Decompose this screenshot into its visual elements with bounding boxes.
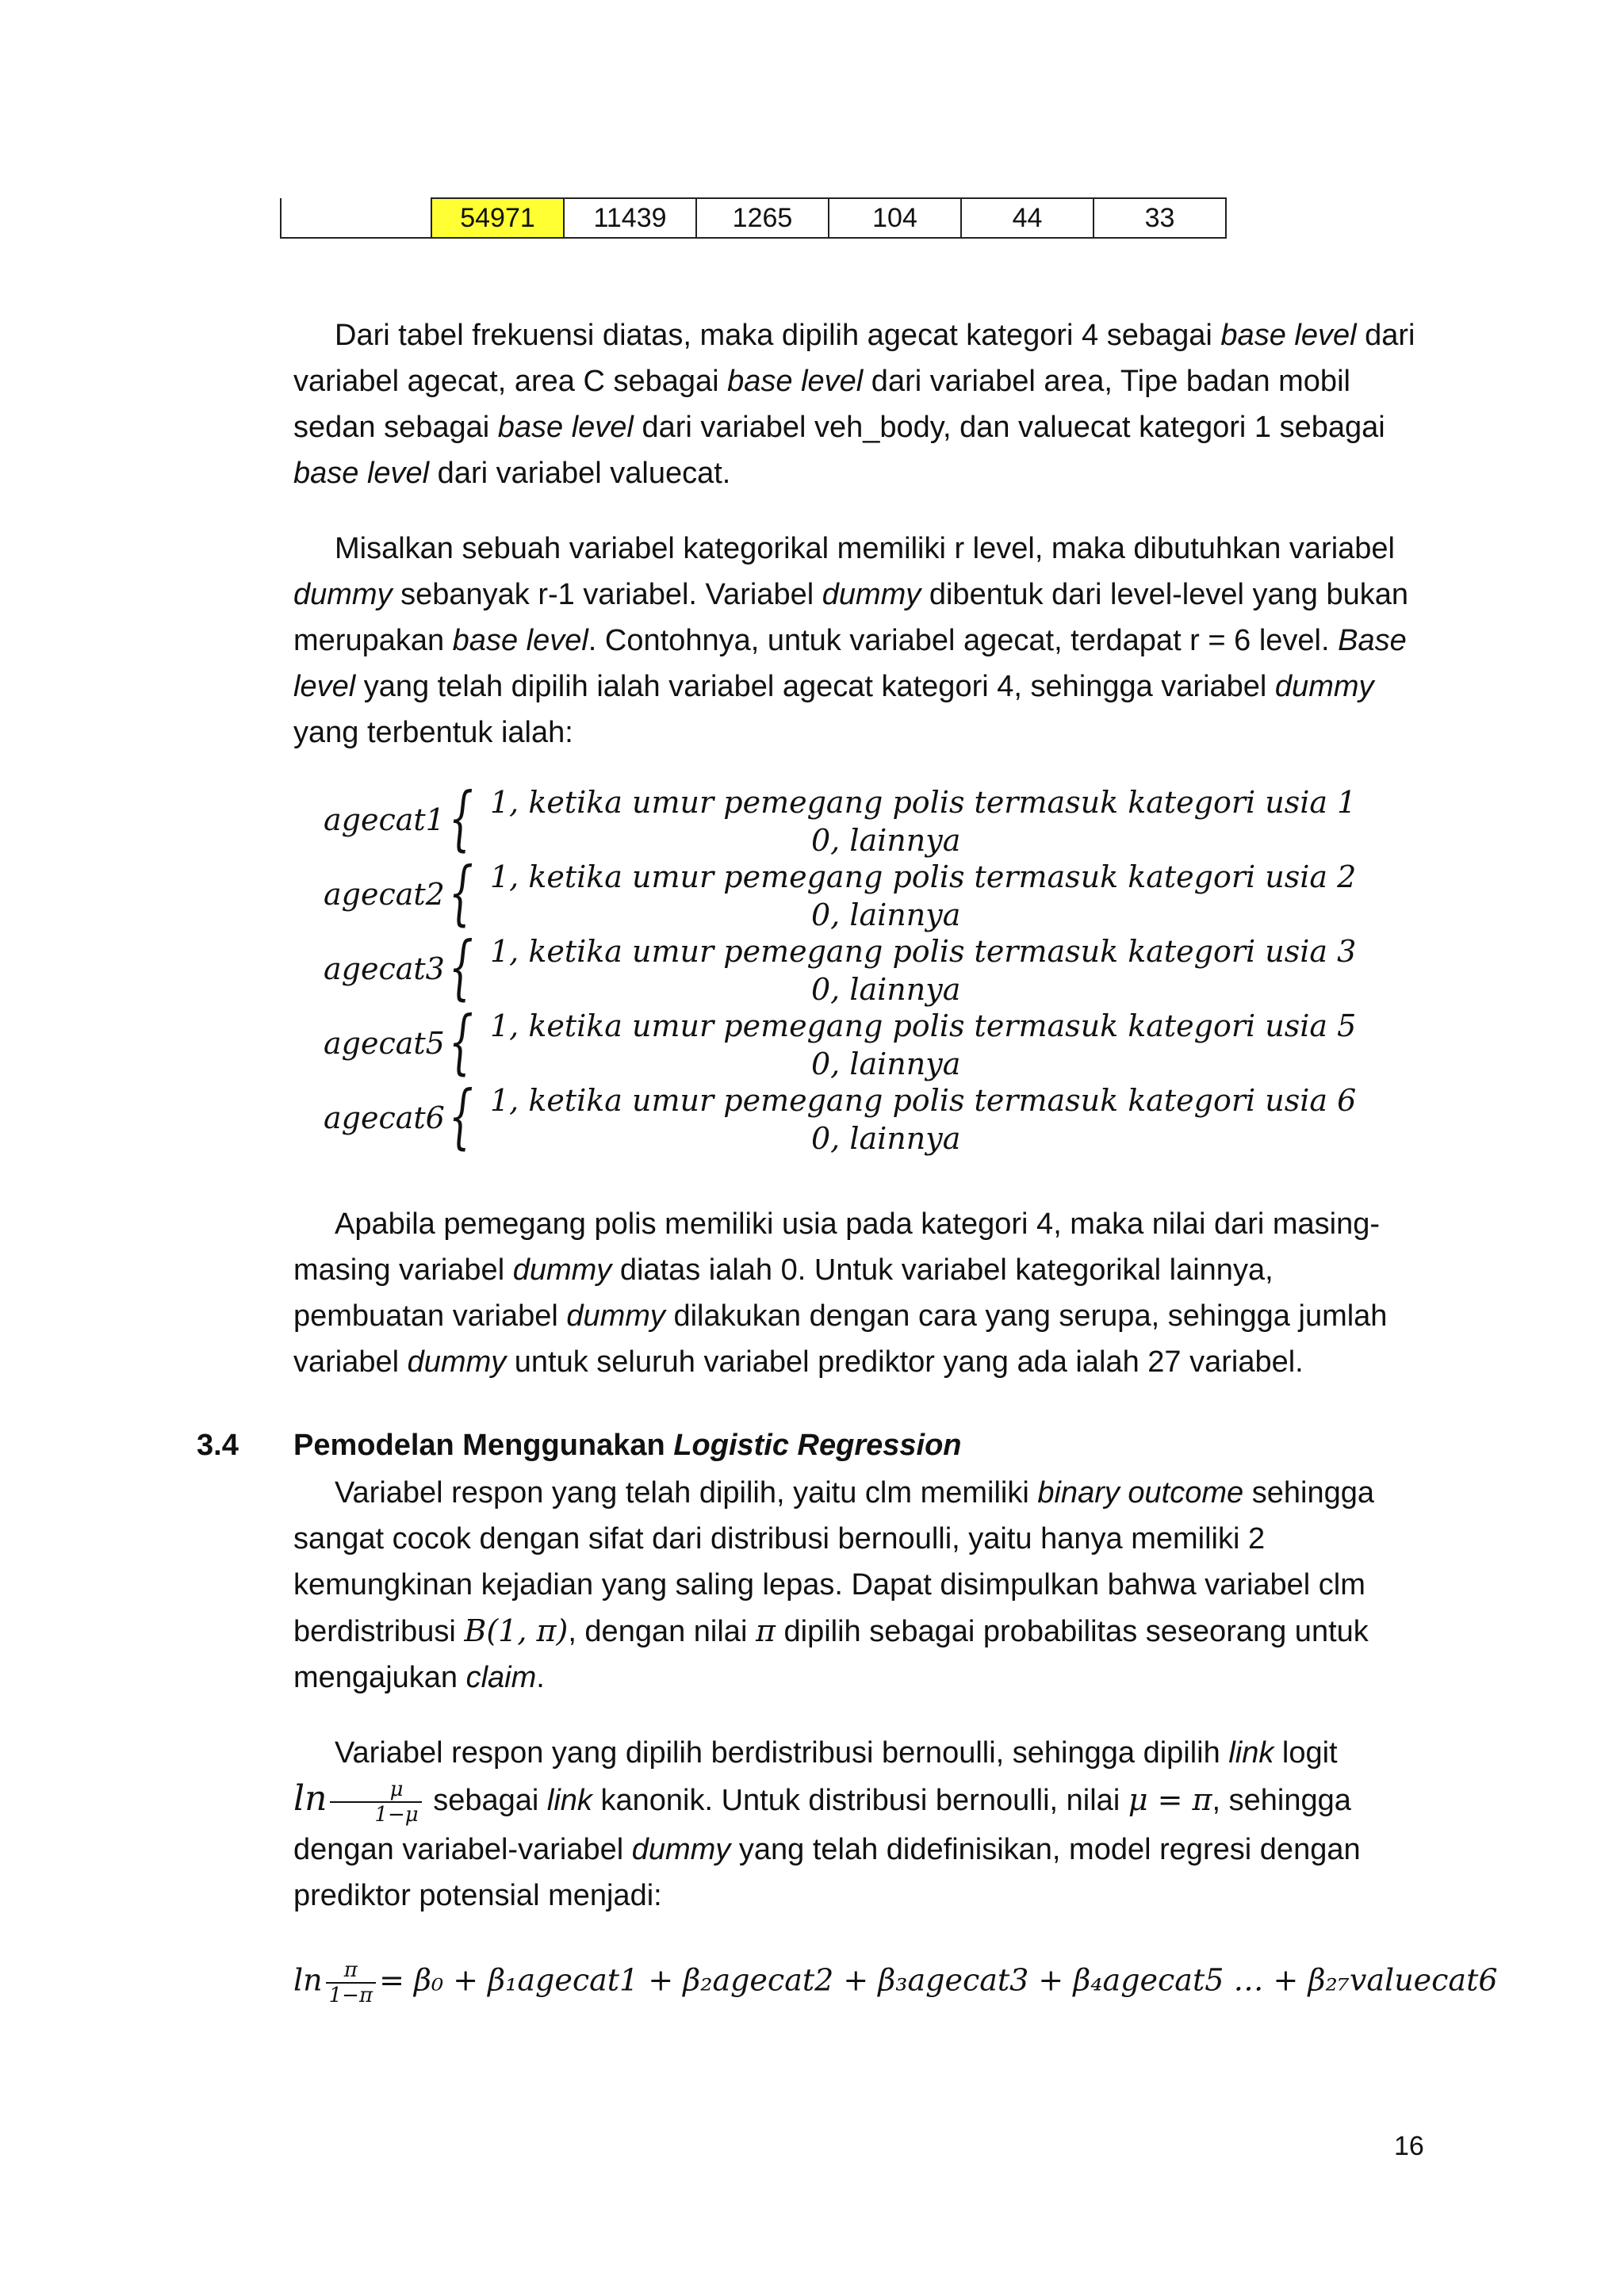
dummy-case-zero: 0, lainnya (811, 897, 961, 932)
dummy-equation (324, 1001, 1357, 1083)
frequency-table-fragment (280, 197, 1227, 239)
section-heading: Pemodelan Menggunakan Logistic Regression (293, 1429, 962, 1462)
paragraph-base-level: Dari tabel frekuensi diatas, maka dipilih agecat kategori 4 sebagai base level dari variabel agecat, area C sebagai base level dari variabel area, Tipe badan mobil sedan sebagai base level dari variabel veh_body, dan valuecat kategori 1 sebagai base level dari variabel valuecat. (293, 319, 1415, 490)
table-cell: 33 (1094, 198, 1226, 238)
table-row (281, 198, 1226, 238)
dummy-case-zero: 0, lainnya (811, 823, 961, 858)
table-cell: 104 (829, 198, 961, 238)
dummy-equation (324, 926, 1357, 1008)
page-number: 16 (1394, 2131, 1424, 2161)
section-number: 3.4 (197, 1429, 239, 1462)
dummy-case-one: 1, ketika umur pemegang polis termasuk kategori usia 5 (490, 1008, 1357, 1043)
dummy-name: agecat2 (324, 877, 445, 912)
brace-symbol: { (449, 777, 473, 859)
brace-symbol: { (449, 1075, 473, 1157)
dummy-name: agecat3 (324, 951, 445, 986)
dummy-case-zero: 0, lainnya (811, 1121, 961, 1156)
dummy-case-one: 1, ketika umur pemegang polis termasuk kategori usia 3 (490, 934, 1357, 969)
dummy-case-zero: 0, lainnya (811, 1047, 961, 1081)
table-cell: 11439 (564, 198, 696, 238)
dummy-equation (324, 851, 1357, 934)
brace-symbol: { (449, 926, 473, 1008)
link-fraction: $\frac{\mu}{1-\mu}$ (330, 1777, 421, 1827)
logit-fraction: $\frac{\pi}{1-\pi}$ (326, 1958, 376, 2007)
table-cell: 1265 (696, 198, 829, 238)
brace-symbol: { (449, 1001, 473, 1082)
dummy-case-one: 1, ketika umur pemegang polis termasuk kategori usia 6 (490, 1083, 1357, 1118)
brace-symbol: { (449, 851, 473, 933)
dummy-case-zero: 0, lainnya (811, 972, 961, 1007)
table-cell-empty (281, 198, 431, 238)
paragraph-dummy-count: Apabila pemegang polis memiliki usia pada kategori 4, maka nilai dari masing-masing variabel dummy diatas ialah 0. Untuk variabel kategorikal lainnya, pembuatan variabel dummy dilakukan dengan cara yang serupa, sehingga jumlah variabel dummy untuk seluruh variabel prediktor yang ada ialah 27 variabel. (293, 1207, 1388, 1379)
dummy-equation (324, 1075, 1357, 1158)
table-cell-highlighted: 54971 (431, 198, 564, 238)
dummy-name: agecat6 (324, 1100, 445, 1135)
dummy-case-one: 1, ketika umur pemegang polis termasuk kategori usia 2 (490, 859, 1357, 894)
table-cell: 44 (961, 198, 1094, 238)
regression-formula: ln $\frac{\pi}{1-\pi}$ = β₀ + β₁agecat1 + β₂agecat2 + β₃agecat3 + β₄agecat5 … + β₂₇valuecat6 (293, 1958, 1498, 2007)
dummy-name: agecat1 (324, 802, 445, 837)
paragraph-dummy-variables: Misalkan sebuah variabel kategorikal memiliki r level, maka dibutuhkan variabel dummy sebanyak r-1 variabel. Variabel dummy dibentuk dari level-level yang bukan merupakan base level. Contohnya, untuk variabel agecat, terdapat r = 6 level. Base level yang telah dipilih ialah variabel agecat kategori 4, sehingga variabel dummy yang terbentuk ialah: (293, 532, 1409, 749)
paragraph-bernoulli: Variabel respon yang telah dipilih, yaitu clm memiliki binary outcome sehingga sangat cocok dengan sifat dari distribusi bernoulli, yaitu hanya memiliki 2 kemungkinan kejadian yang saling lepas. Dapat disimpulkan bahwa variabel clm berdistribusi B(1, π), dengan nilai π dipilih sebagai probabilitas seseorang untuk mengajukan claim. (293, 1476, 1374, 1694)
dummy-equation (324, 777, 1357, 859)
dummy-name: agecat5 (324, 1026, 445, 1061)
paragraph-link-function: Variabel respon yang dipilih berdistribusi bernoulli, sehingga dipilih link logit ln $\frac{\mu}{1-\mu}$ sebagai link kanonik. Untuk distribusi bernoulli, nilai μ = π, sehingga dengan variabel-variabel dummy yang telah didefinisikan, model regresi dengan prediktor potensial menjadi: (293, 1736, 1361, 1912)
dummy-case-one: 1, ketika umur pemegang polis termasuk kategori usia 1 (490, 785, 1357, 820)
